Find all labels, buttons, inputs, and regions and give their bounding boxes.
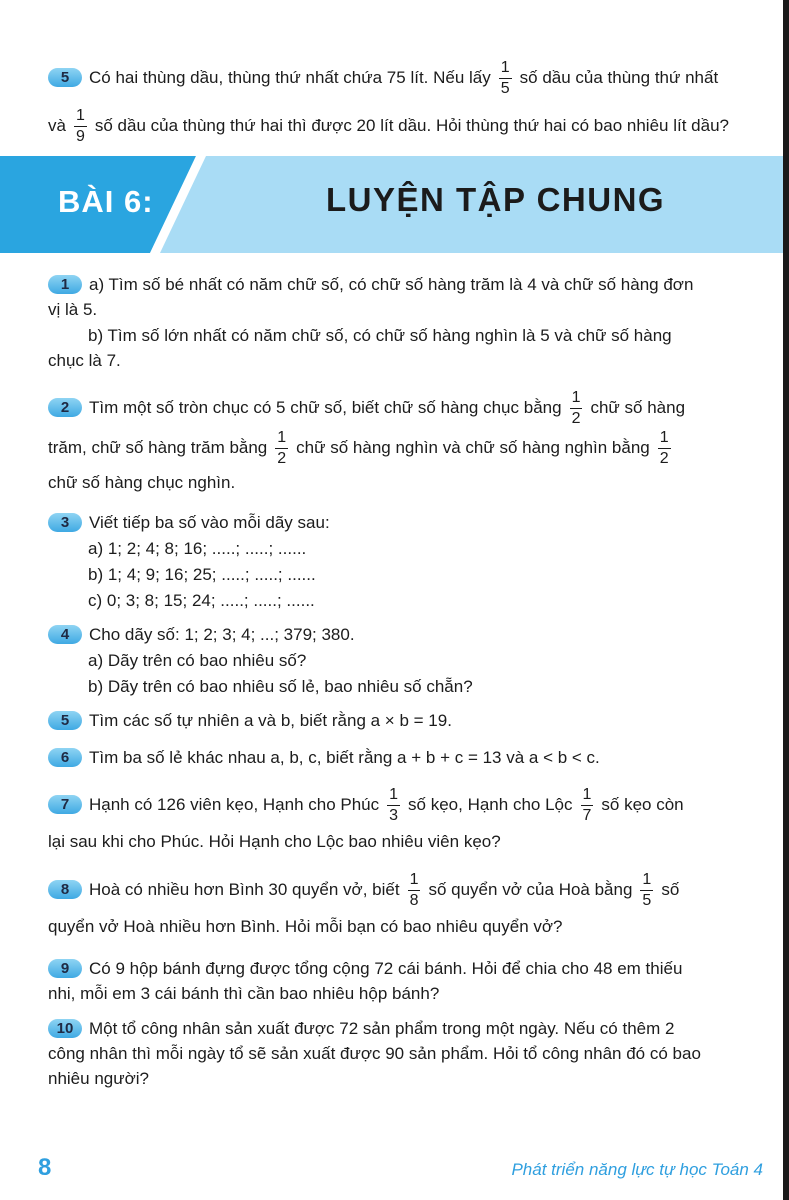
exercise-3: 3 Viết tiếp ba số vào mỗi dãy sau: a) 1; 2; 4; 8; 16; .....; .....; ...... b) 1; 4; 9; 16; 25; .....; .....; ...... c) 0; 3; 8; 15; 24; .....; .....; ...... <box>48 510 766 614</box>
exercise-number-badge: 3 <box>48 513 82 532</box>
fraction: $\frac{1}{2}$ <box>571 389 581 428</box>
exercise-10: 10 Một tổ công nhân sản xuất được 72 sản phẩm trong một ngày. Nếu có thêm 2 công nhân thì mỗi ngày tổ sẽ sản xuất được 90 sản phẩm. Hỏi tổ công nhân đó có bao nhiêu người? <box>48 1019 701 1088</box>
page-number: 8 <box>38 1154 52 1181</box>
exercise-number-badge: 2 <box>48 398 82 417</box>
exercise-number-badge: 8 <box>48 880 82 899</box>
exercise-1: 1 a) Tìm số bé nhất có năm chữ số, có chữ số hàng trăm là 4 và chữ số hàng đơn vị là 5. b) Tìm số lớn nhất có năm chữ số, có chữ số hàng nghìn là 5 và chữ số hàng chục là 7. <box>48 275 694 370</box>
exercise-number-badge: 7 <box>48 795 82 814</box>
exercise-prev-5 <box>48 58 766 146</box>
exercise-5: 5 Tìm các số tự nhiên a và b, biết rằng a × b = 19. <box>48 708 766 733</box>
exercise-line: và $\frac{1}{9}$ số dầu của thùng thứ hai thì được 20 lít dầu. Hỏi thùng thứ hai có bao nhiêu lít dầu? <box>48 107 729 146</box>
page-edge <box>783 0 789 1200</box>
fraction: $\frac{1}{5}$ <box>500 59 510 98</box>
exercise-number-badge: 9 <box>48 959 82 978</box>
exercise-8: 8 Hoà có nhiều hơn Bình 30 quyển vở, biết $\frac{1}{8}$ số quyển vở của Hoà bằng $\frac{1}{5}$ số quyển vở Hoà nhiều hơn Bình. Hỏi mỗi bạn có bao nhiêu quyển vở? <box>48 871 680 937</box>
fraction: $\frac{1}{5}$ <box>642 871 652 910</box>
fraction: $\frac{1}{8}$ <box>409 871 419 910</box>
fraction: $\frac{1}{2}$ <box>659 429 669 468</box>
exercise-6: 6 Tìm ba số lẻ khác nhau a, b, c, biết rằng a + b + c = 13 và a < b < c. <box>48 745 766 770</box>
fraction: $\frac{1}{7}$ <box>582 786 592 825</box>
exercise-number-badge: 6 <box>48 748 82 767</box>
exercise-number-badge: 5 <box>48 711 82 730</box>
exercise-number-badge: 4 <box>48 625 82 644</box>
exercise-number-badge: 5 <box>48 68 82 87</box>
exercise-number-badge: 10 <box>48 1019 82 1038</box>
book-title: Phát triển năng lực tự học Toán 4 <box>511 1160 763 1179</box>
exercise-4: 4 Cho dãy số: 1; 2; 3; 4; ...; 379; 380. a) Dãy trên có bao nhiêu số? b) Dãy trên có bao nhiêu số lẻ, bao nhiêu số chẵn? <box>48 622 766 700</box>
lesson-banner <box>0 156 783 253</box>
fraction: $\frac{1}{3}$ <box>389 786 399 825</box>
exercise-2: 2 Tìm một số tròn chục có 5 chữ số, biết chữ số hàng chục bằng $\frac{1}{2}$ chữ số hàng trăm, chữ số hàng trăm bằng $\frac{1}{2}$ chữ số hàng nghìn và chữ số hàng nghìn bằng $\frac{1}{2}$ chữ số hàng chục nghìn. <box>48 389 686 493</box>
exercise-7: 7 Hạnh có 126 viên kẹo, Hạnh cho Phúc $\frac{1}{3}$ số kẹo, Hạnh cho Lộc $\frac{1}{7}$ số kẹo còn lại sau khi cho Phúc. Hỏi Hạnh cho Lộc bao nhiêu viên kẹo? <box>48 786 684 852</box>
fraction: $\frac{1}{2}$ <box>277 429 287 468</box>
lesson-label: BÀI 6: <box>58 184 154 219</box>
fraction: $\frac{1}{9}$ <box>75 107 85 146</box>
exercise-line: 5 Có hai thùng dầu, thùng thứ nhất chứa 75 lít. Nếu lấy $\frac{1}{5}$ số dầu của thùng thứ nhất <box>48 58 766 98</box>
lesson-title: LUYỆN TẬP CHUNG <box>326 181 666 218</box>
exercise-9: 9 Có 9 hộp bánh đựng được tổng cộng 72 cái bánh. Hỏi để chia cho 48 em thiếu nhi, mỗi em 3 cái bánh thì cần bao nhiêu hộp bánh? <box>48 959 683 1003</box>
exercise-number-badge: 1 <box>48 275 82 294</box>
